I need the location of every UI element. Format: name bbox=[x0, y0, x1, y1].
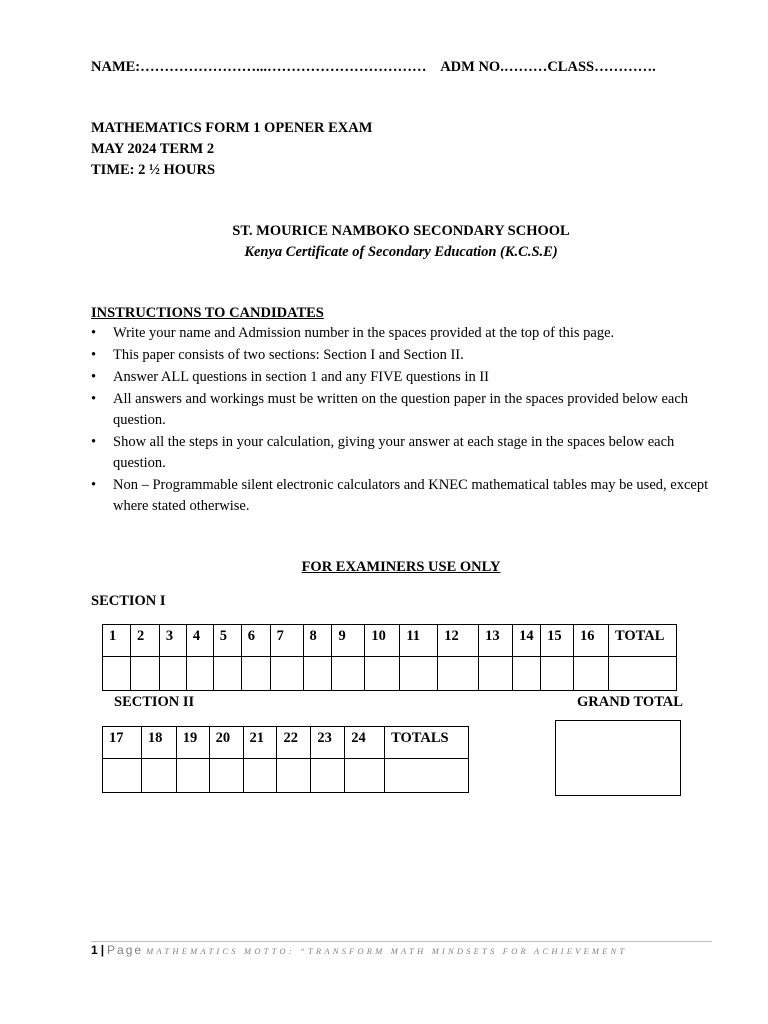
exam-term: MAY 2024 TERM 2 bbox=[91, 141, 215, 157]
section1-score-cell-9[interactable] bbox=[332, 657, 365, 691]
section1-score-cell-1[interactable] bbox=[103, 657, 131, 691]
instruction-item: • Write your name and Admission number in the spaces provided at the top of this page. bbox=[91, 323, 711, 344]
section1-score-cell-15[interactable] bbox=[541, 657, 574, 691]
grand-total-label: GRAND TOTAL bbox=[577, 694, 683, 710]
section2-score-cell-17[interactable] bbox=[103, 759, 142, 793]
section1-score-cell-10[interactable] bbox=[365, 657, 400, 691]
grand-total-box[interactable] bbox=[555, 720, 681, 796]
page-footer bbox=[91, 943, 627, 958]
name-adm-class-line: NAME:……………………...…………………………… ADM NO.………CLASS…………. bbox=[91, 59, 656, 75]
section1-header-13: 13 bbox=[479, 625, 513, 657]
section1-score-cell-7[interactable] bbox=[270, 657, 303, 691]
section1-score-cell-total[interactable] bbox=[608, 657, 676, 691]
section1-score-cell-16[interactable] bbox=[574, 657, 609, 691]
section1-score-cell-8[interactable] bbox=[303, 657, 332, 691]
section1-header-9: 9 bbox=[332, 625, 365, 657]
exam-title: MATHEMATICS FORM 1 OPENER EXAM bbox=[91, 120, 373, 136]
section1-header-15: 15 bbox=[541, 625, 574, 657]
section1-score-cell-5[interactable] bbox=[213, 657, 241, 691]
section1-header-14: 14 bbox=[513, 625, 541, 657]
section2-header-24: 24 bbox=[345, 727, 385, 759]
section1-header-11: 11 bbox=[400, 625, 438, 657]
section1-label: SECTION I bbox=[91, 593, 166, 609]
school-name: ST. MOURICE NAMBOKO SECONDARY SCHOOL bbox=[232, 223, 570, 239]
section1-score-cell-14[interactable] bbox=[513, 657, 541, 691]
instruction-item: • Non – Programmable silent electronic calculators and KNEC mathematical tables may be used, except where stated otherwise. bbox=[91, 475, 711, 517]
section1-header-3: 3 bbox=[159, 625, 186, 657]
instruction-item: • Show all the steps in your calculation, giving your answer at each stage in the spaces below each question. bbox=[91, 432, 711, 474]
section2-header-21: 21 bbox=[243, 727, 277, 759]
instructions-list bbox=[91, 323, 711, 518]
section1-score-cell-12[interactable] bbox=[438, 657, 479, 691]
section1-header-total: TOTAL bbox=[608, 625, 676, 657]
instruction-item: • This paper consists of two sections: Section I and Section II. bbox=[91, 345, 711, 366]
section1-score-cell-6[interactable] bbox=[241, 657, 270, 691]
section1-score-cell-3[interactable] bbox=[159, 657, 186, 691]
footer-separator: | bbox=[100, 943, 105, 957]
section2-header-17: 17 bbox=[103, 727, 142, 759]
section1-header-1: 1 bbox=[103, 625, 131, 657]
section2-score-cell-totals[interactable] bbox=[385, 759, 469, 793]
section2-header-20: 20 bbox=[209, 727, 243, 759]
section2-score-cell-23[interactable] bbox=[311, 759, 345, 793]
exam-time: TIME: 2 ½ HOURS bbox=[91, 162, 216, 178]
footer-motto: MATHEMATICS MOTTO: “TRANSFORM MATH MINDSETS FOR ACHIEVEMENT bbox=[146, 946, 628, 956]
section1-header-16: 16 bbox=[574, 625, 609, 657]
section1-score-table bbox=[102, 624, 677, 691]
section1-header-6: 6 bbox=[241, 625, 270, 657]
section1-header-4: 4 bbox=[186, 625, 213, 657]
section2-header-19: 19 bbox=[176, 727, 209, 759]
section2-score-cell-22[interactable] bbox=[277, 759, 311, 793]
section1-header-8: 8 bbox=[303, 625, 332, 657]
section2-score-cell-21[interactable] bbox=[243, 759, 277, 793]
instruction-item: • All answers and workings must be written on the question paper in the spaces provided below each question. bbox=[91, 389, 711, 431]
section1-header-7: 7 bbox=[270, 625, 303, 657]
section1-header-12: 12 bbox=[438, 625, 479, 657]
section1-header-2: 2 bbox=[130, 625, 159, 657]
section2-score-cell-20[interactable] bbox=[209, 759, 243, 793]
page-number: 1 bbox=[91, 943, 98, 957]
page-label: Page bbox=[107, 943, 144, 957]
section2-score-cell-24[interactable] bbox=[345, 759, 385, 793]
section2-header-totals: TOTALS bbox=[385, 727, 469, 759]
section2-header-22: 22 bbox=[277, 727, 311, 759]
certificate-name: Kenya Certificate of Secondary Education (K.C.S.E) bbox=[244, 244, 558, 260]
section1-score-cell-4[interactable] bbox=[186, 657, 213, 691]
section2-score-table bbox=[102, 726, 469, 793]
instruction-item: • Answer ALL questions in section 1 and any FIVE questions in II bbox=[91, 367, 711, 388]
footer-divider bbox=[91, 941, 712, 942]
section2-header-23: 23 bbox=[311, 727, 345, 759]
section2-label: SECTION II bbox=[114, 694, 195, 710]
instructions-heading: INSTRUCTIONS TO CANDIDATES bbox=[91, 305, 324, 321]
section1-header-5: 5 bbox=[213, 625, 241, 657]
section1-score-cell-13[interactable] bbox=[479, 657, 513, 691]
section2-score-cell-19[interactable] bbox=[176, 759, 209, 793]
section1-header-10: 10 bbox=[365, 625, 400, 657]
section2-header-18: 18 bbox=[141, 727, 176, 759]
section2-score-cell-18[interactable] bbox=[141, 759, 176, 793]
section1-score-cell-11[interactable] bbox=[400, 657, 438, 691]
examiners-heading: FOR EXAMINERS USE ONLY bbox=[301, 559, 501, 575]
section1-score-cell-2[interactable] bbox=[130, 657, 159, 691]
